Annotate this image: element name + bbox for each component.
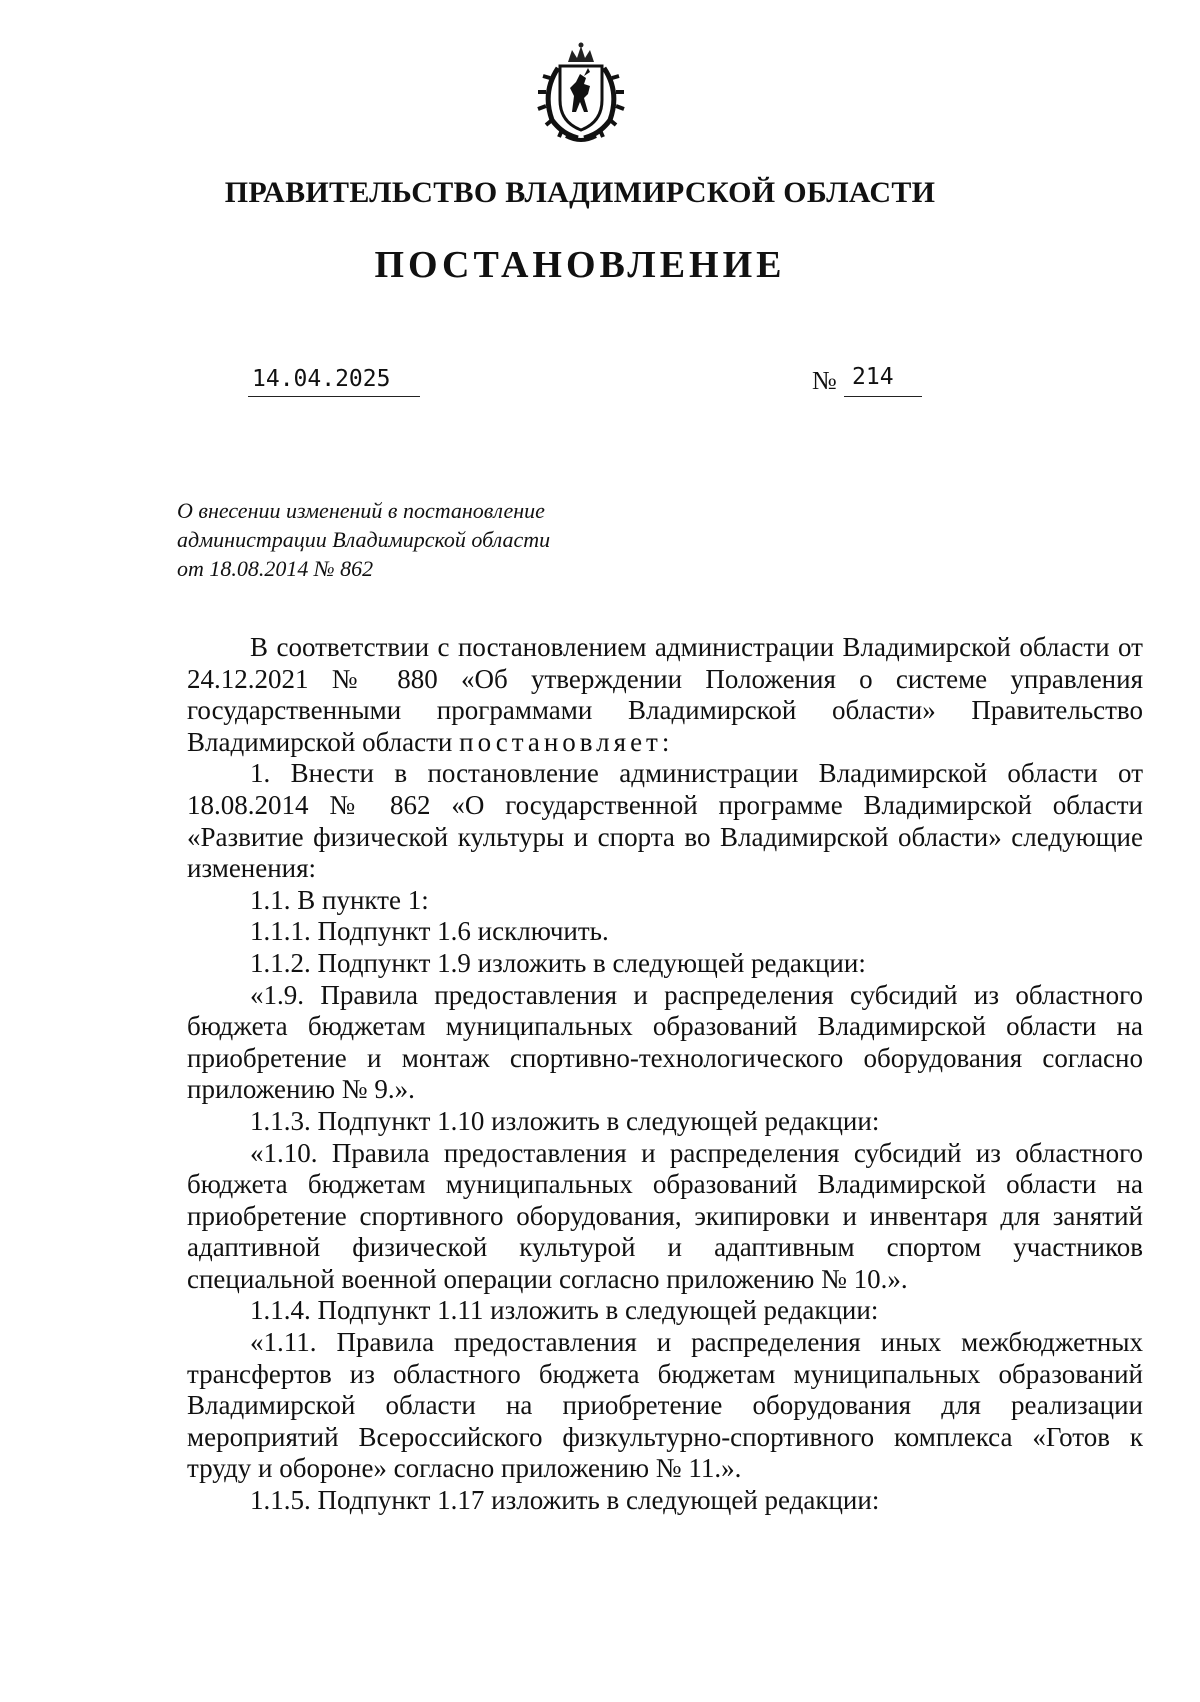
preamble-text: В соответствии с постановлением администрации Владимирской области от 24.12.2021 № 880 «Об утверждении Положения о системе управления государственными программами Владимирской области» Правительство Владимирской области — [187, 632, 1143, 757]
government-title: ПРАВИТЕЛЬСТВО ВЛАДИМИРСКОЙ ОБЛАСТИ — [224, 176, 936, 209]
document-number: 214 — [844, 364, 922, 397]
subject-line: от 18.08.2014 № 862 — [177, 556, 374, 581]
body-paragraph: «1.11. Правила предоставления и распределения иных межбюджетных трансфертов из областного бюджета бюджетам муниципальных образований Владимирской области на приобретение оборудования для реализации мероприятий Всероссийского физкультурно-спортивного комплекса «Готов к труду и обороне» согласно приложению № 11.». — [187, 1327, 1143, 1484]
body-paragraph: 1.1.3. Подпункт 1.10 изложить в следующей редакции: — [250, 1105, 880, 1136]
body-paragraph: 1.1.4. Подпункт 1.11 изложить в следующей редакции: — [250, 1295, 879, 1326]
body-paragraph: «1.10. Правила предоставления и распределения субсидий из областного бюджета бюджетам муниципальных образований Владимирской области на приобретение спортивного оборудования, экипировки и инвентаря для занятий адаптивной физической культурой и адаптивным спортом участников специальной военной операции согласно приложению № 10.». — [187, 1137, 1143, 1294]
number-label: № — [812, 366, 837, 395]
document-subject — [177, 496, 637, 583]
subject-line: администрации Владимирской области — [177, 527, 551, 552]
coat-of-arms-icon — [532, 42, 630, 144]
body-paragraph: «1.9. Правила предоставления и распределения субсидий из областного бюджета бюджетам муниципальных образований Владимирской области на приобретение и монтаж спортивно-технологического оборудования согласно приложению № 9.». — [187, 979, 1143, 1105]
body-paragraph: 1. Внести в постановление администрации Владимирской области от 18.08.2014 № 862 «О государственной программе Владимирской области «Развитие физической культуры и спорта во Владимирской области» следующие изменения: — [187, 758, 1143, 884]
body-paragraph: 1.1. В пункте 1: — [250, 884, 429, 915]
document-date: 14.04.2025 — [248, 366, 420, 397]
body-paragraph: 1.1.5. Подпункт 1.17 изложить в следующей редакции: — [250, 1485, 880, 1516]
body-paragraph: 1.1.1. Подпункт 1.6 исключить. — [250, 916, 609, 947]
resolves-word: постановляет: — [459, 726, 674, 757]
subject-line: О внесении изменений в постановление — [177, 498, 545, 523]
document-body — [187, 632, 1143, 1517]
preamble-paragraph — [187, 632, 1143, 758]
document-type: ПОСТАНОВЛЕНИЕ — [374, 244, 786, 286]
body-paragraph: 1.1.2. Подпункт 1.9 изложить в следующей редакции: — [250, 947, 866, 978]
